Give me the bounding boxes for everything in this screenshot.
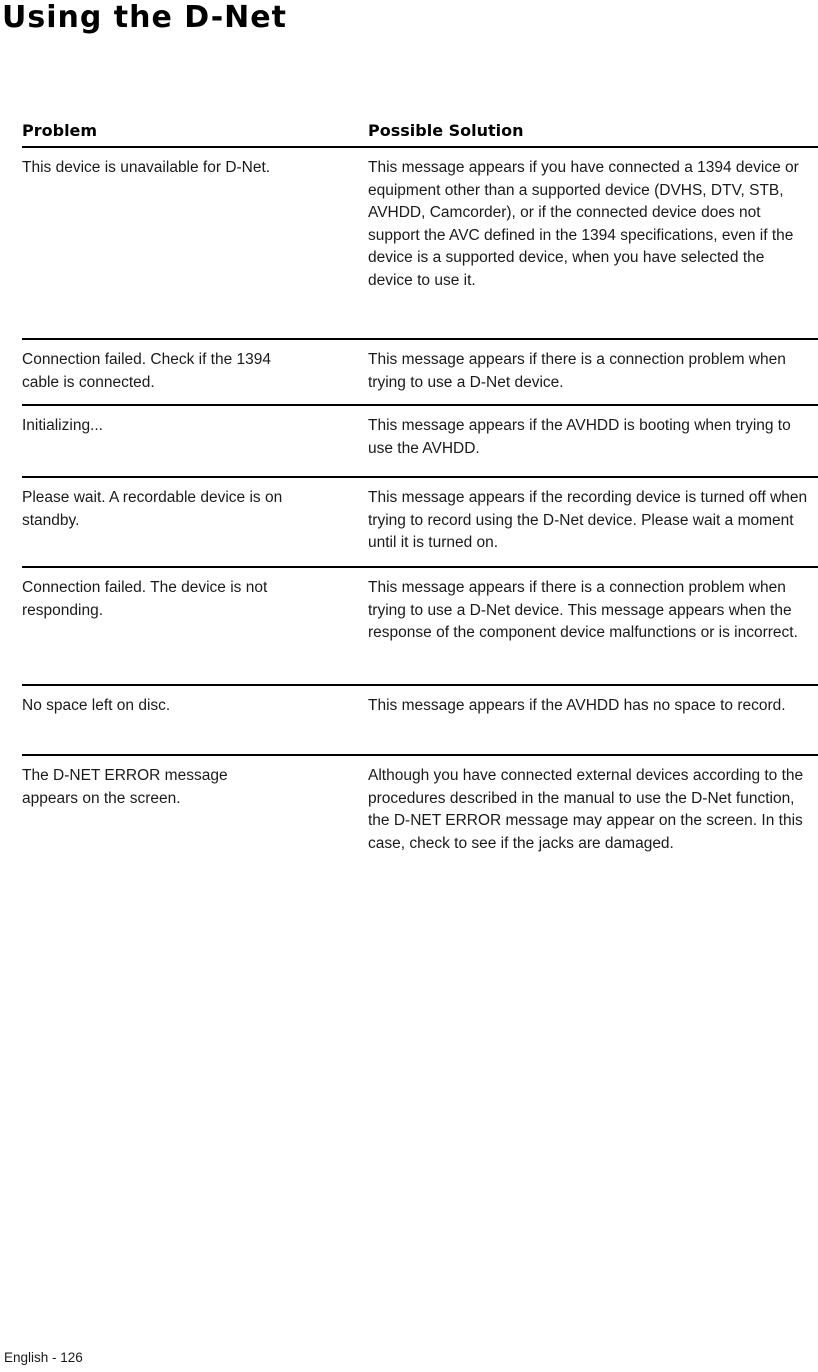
solution-cell: This message appears if there is a connection problem when trying to use a D-Net device.	[368, 351, 786, 391]
solution-cell: This message appears if you have connected a 1394 device or equipment other than a supported device (DVHS, DTV, STB, AVHDD, Camcorder), or if the connected device does not support the AVC defined in the 1394 specifications, even if the device is a supported device, when you have selected the device to use it.	[368, 159, 799, 289]
page-footer: English - 126	[4, 1350, 83, 1365]
table-row	[22, 340, 818, 406]
table-row	[22, 478, 818, 568]
page-title: Using the D-Net	[2, 0, 287, 35]
table-row	[22, 756, 818, 865]
solution-cell: This message appears if the recording device is turned off when trying to record using the D-Net device. Please wait a moment until it is turned on.	[368, 489, 808, 551]
problem-cell: Connection failed. The device is not responding.	[22, 579, 268, 619]
table-row	[22, 568, 818, 686]
problem-cell: This device is unavailable for D-Net.	[22, 159, 271, 176]
table-row	[22, 148, 818, 340]
problem-cell: Connection failed. Check if the 1394 cable is connected.	[22, 351, 272, 391]
problem-cell: The D-NET ERROR message appears on the screen.	[22, 767, 228, 807]
problem-cell: Initializing...	[22, 417, 103, 434]
header-problem: Problem	[22, 121, 98, 140]
troubleshooting-table	[22, 108, 818, 865]
solution-cell: This message appears if the AVHDD is booting when trying to use the AVHDD.	[368, 417, 791, 457]
table-header	[22, 108, 818, 148]
problem-cell: Please wait. A recordable device is on standby.	[22, 489, 283, 529]
header-solution: Possible Solution	[368, 121, 524, 140]
table-row	[22, 686, 818, 756]
solution-cell: This message appears if there is a connection problem when trying to use a D-Net device. This message appears when the response of the component device malfunctions or is incorrect.	[368, 579, 798, 641]
table-row	[22, 406, 818, 478]
problem-cell: No space left on disc.	[22, 697, 171, 714]
solution-cell: Although you have connected external devices according to the procedures described in the manual to use the D-Net function, the D-NET ERROR message may appear on the screen. In this case, check to see if the jacks are damaged.	[368, 767, 804, 852]
solution-cell: This message appears if the AVHDD has no space to record.	[368, 697, 786, 714]
